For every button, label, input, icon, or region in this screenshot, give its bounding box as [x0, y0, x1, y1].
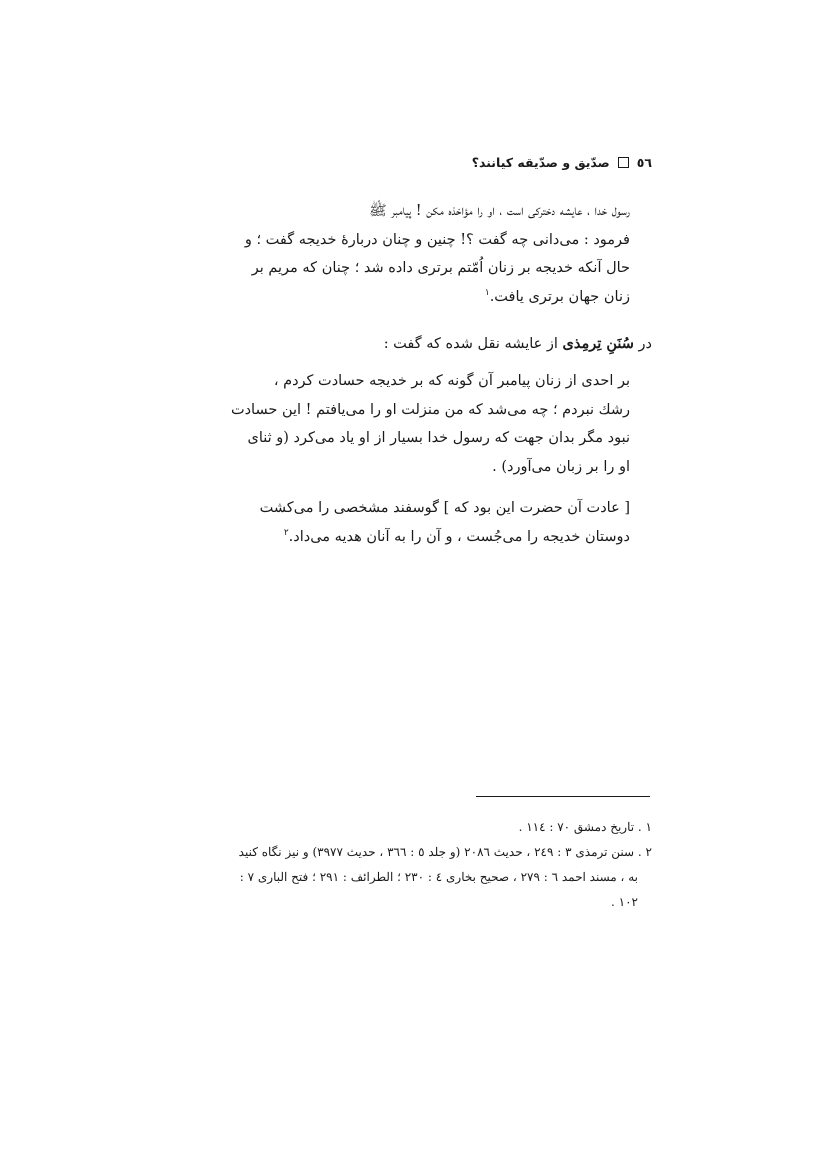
text-line: رسول خدا ، عايشه دختركى است ، او را مؤاخذه مكن ! پيامبر ﷺ	[369, 203, 630, 219]
running-title: صدّيق و صدّيقه كيانند؟	[471, 154, 610, 170]
footnote-line: به ، مسند احمد ٦ : ٢٧٩ ، صحيح بخارى ٤ : ٢٣٠ ؛ الطرائف : ٢٩١ ؛ فتح البارى ٧ :	[239, 870, 638, 884]
book-title: سُنَنِ تِرمِذى	[562, 335, 634, 352]
page-header	[172, 150, 652, 174]
quote-block-3	[150, 494, 652, 551]
quote-block-1	[150, 197, 652, 311]
intro-paragraph	[172, 330, 652, 359]
footnote-line: ٢ . سنن ترمذى ٣ : ٢٤٩ ، حديث ٢٠٨٦ (و جلد ٥ : ٣٦٦ ، حديث ٣٩٧٧) و نيز نگاه كنيد	[238, 845, 652, 859]
text-line: او را بر زبان مى‌آورد) .	[492, 458, 630, 475]
text-line: نبود مگر بدان جهت كه رسول خدا بسيار از او ياد مى‌كرد (و ثناى	[247, 430, 630, 446]
footnote-line: ١ . تاريخ دمشق ٧٠ : ١١٤ .	[518, 820, 652, 834]
footnotes	[172, 815, 652, 915]
footnote-line: ١٠٢ .	[611, 895, 638, 909]
intro-prefix: در	[638, 336, 652, 352]
page-number: ٥٦	[636, 154, 652, 170]
text-line	[172, 330, 652, 359]
text-span: دوستان خديجه را مى‌جُست ، و آن را به آنان هديه مى‌داد.	[288, 528, 630, 545]
text-line	[150, 283, 630, 312]
quote-block-2	[150, 367, 652, 481]
text-line: فرمود : مى‌دانى چه گفت ؟! چنين و چنان دربارهٔ خديجه گفت ؛ و	[244, 231, 630, 248]
footnote-ref-2: ٢	[283, 527, 289, 538]
text-line: بر احدى از زنان پيامبر آن گونه كه بر خديجه حسادت كردم ،	[273, 373, 630, 389]
footnote-divider	[476, 796, 650, 797]
text-line	[150, 523, 630, 552]
text-line: [ عادت آن حضرت اين بود كه ] گوسفند مشخصى را مى‌كشت	[259, 500, 630, 516]
text-span: زنان جهان برترى يافت.	[489, 288, 630, 305]
footnote-ref-1: ١	[484, 287, 490, 298]
square-box-icon	[618, 157, 629, 168]
text-line: رشك نبردم ؛ چه مى‌شد كه من منزلت او را مى‌يافتم ! اين حسادت	[230, 401, 630, 418]
text-line: حال آنكه خديجه بر زنان اُمّتم برترى داده شد ؛ چنان كه مريم بر	[251, 260, 630, 276]
intro-suffix: از عايشه نقل شده كه گفت :	[383, 336, 558, 352]
